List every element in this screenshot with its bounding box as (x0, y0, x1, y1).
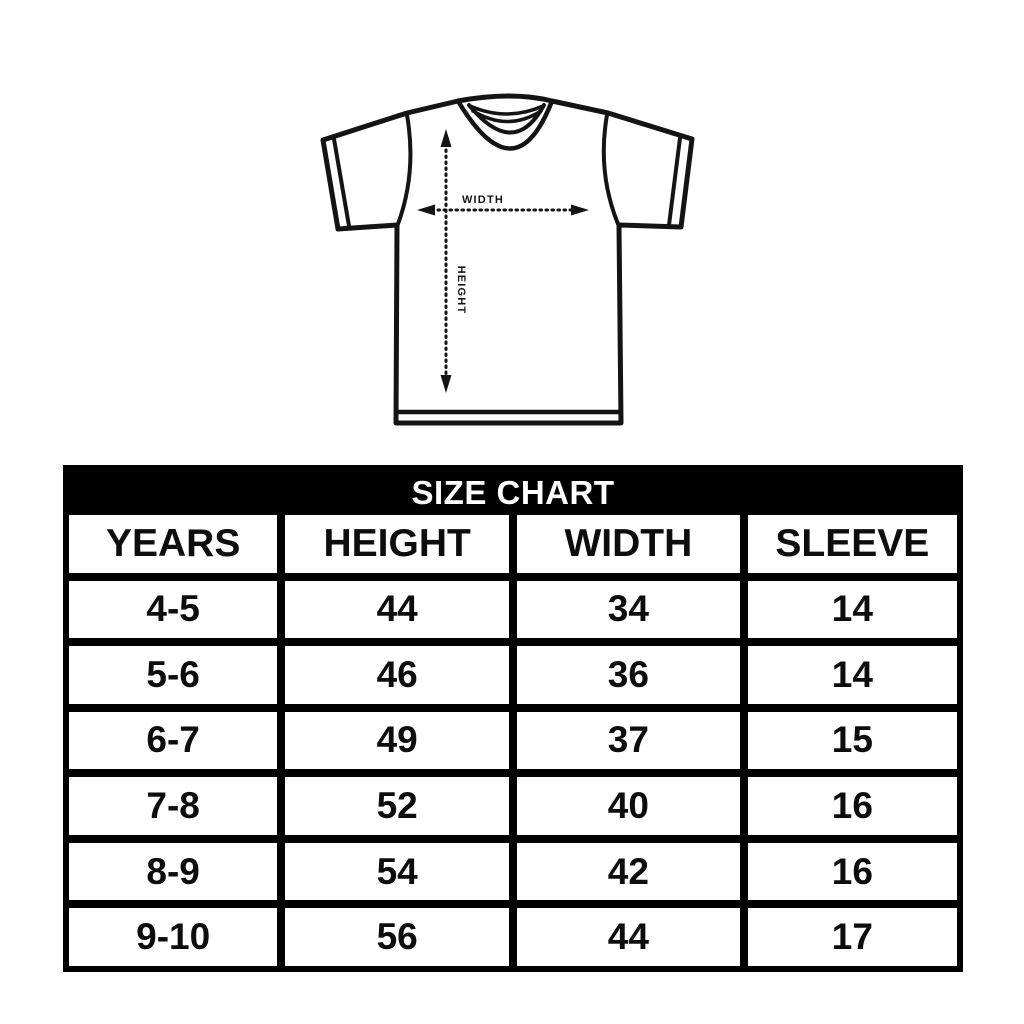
cell-width-8-9: 42 (517, 843, 740, 901)
cell-height-7-8: 52 (285, 777, 509, 835)
cell-height-9-10: 56 (285, 908, 509, 966)
width-arrow-label: WIDTH (461, 194, 505, 206)
tshirt-diagram (300, 80, 724, 440)
cell-years-4-5: 4-5 (69, 581, 277, 639)
size-chart-table (63, 465, 963, 972)
cell-height-4-5: 44 (285, 581, 509, 639)
column-header-sleeve: SLEEVE (748, 515, 957, 573)
cell-years-7-8: 7-8 (69, 777, 277, 835)
cell-height-6-7: 49 (285, 712, 509, 770)
cell-width-9-10: 44 (517, 908, 740, 966)
column-header-years: YEARS (69, 515, 277, 573)
column-header-width: WIDTH (517, 515, 740, 573)
column-header-height: HEIGHT (285, 515, 509, 573)
cell-width-4-5: 34 (517, 581, 740, 639)
cell-height-5-6: 46 (285, 646, 509, 704)
cell-sleeve-6-7: 15 (748, 712, 957, 770)
cell-sleeve-4-5: 14 (748, 581, 957, 639)
cell-years-5-6: 5-6 (69, 646, 277, 704)
height-arrow-label: HEIGHT (455, 265, 467, 315)
cell-width-6-7: 37 (517, 712, 740, 770)
size-chart-grid (69, 515, 957, 966)
tshirt-outline (323, 96, 692, 423)
cell-years-8-9: 8-9 (69, 843, 277, 901)
cell-height-8-9: 54 (285, 843, 509, 901)
cell-sleeve-9-10: 17 (748, 908, 957, 966)
cell-years-6-7: 6-7 (69, 712, 277, 770)
cell-sleeve-5-6: 14 (748, 646, 957, 704)
cell-width-5-6: 36 (517, 646, 740, 704)
cell-years-9-10: 9-10 (69, 908, 277, 966)
cell-width-7-8: 40 (517, 777, 740, 835)
cell-sleeve-8-9: 16 (748, 843, 957, 901)
cell-sleeve-7-8: 16 (748, 777, 957, 835)
size-chart-title: SIZE CHART (411, 474, 615, 511)
